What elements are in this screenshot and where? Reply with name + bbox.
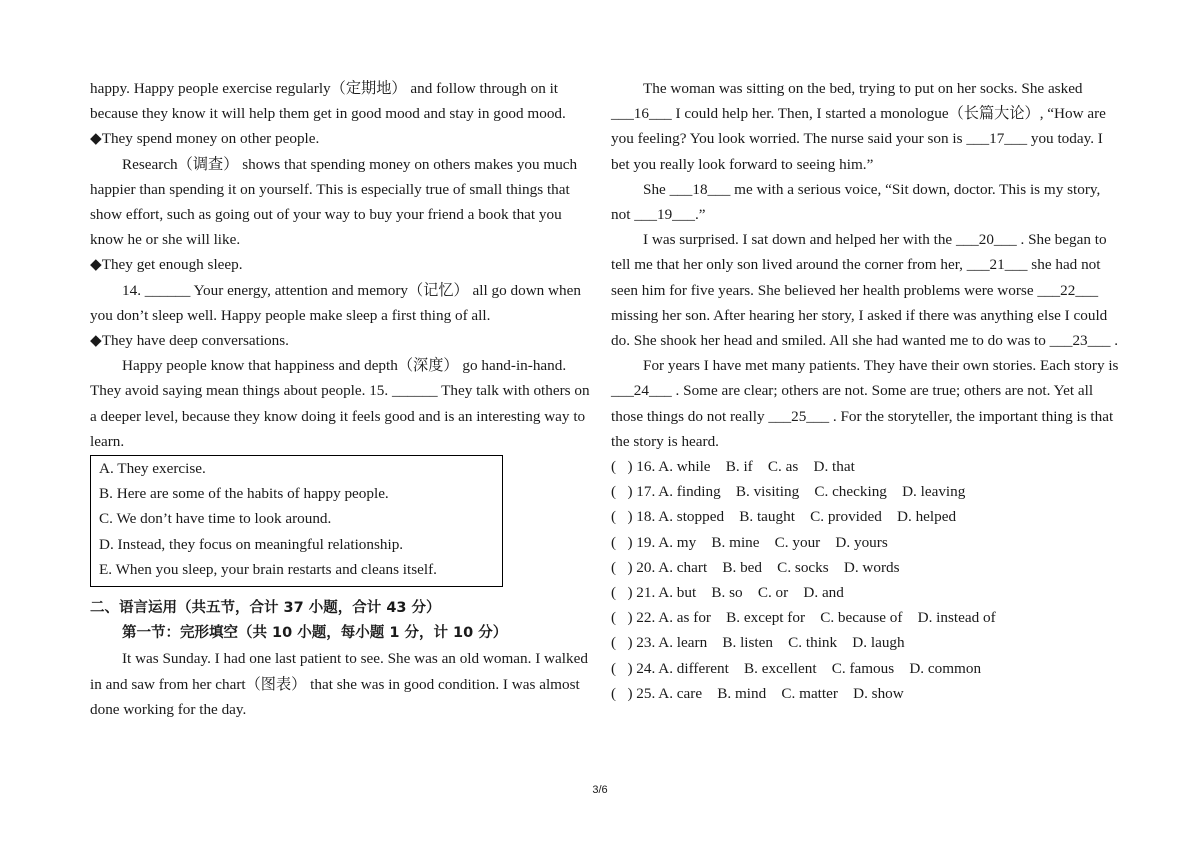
left-column [90,76,595,722]
option-d: D. Instead, they focus on meaningful relationship. [99,535,404,553]
question-17: ( ) 17. A. finding B. visiting C. checking D. leaving [611,483,966,501]
habit-heading-conversations [90,328,595,353]
left-paragraph-research: Research（调查） shows that spending money on others makes you much happier than spending it on yourself. This is especially true of small things that show effort, such as going out of your way to buy your friend a book that you know he or she will like. [90,155,578,249]
question-15-paragraph: Happy people know that happiness and depth（深度） go hand-in-hand. They avoid saying mean things about people. 15. ______ They talk with others on a deeper level, because they know doing it feels good and is an interesting way to learn. [90,357,590,450]
question-22: ( ) 22. A. as for B. except for C. because of D. instead of [611,609,996,627]
right-column [611,76,1121,706]
options-box [90,455,503,587]
left-paragraph-1: happy. Happy people exercise regularly（定期地） and follow through on it because they know it will help them get in good mood and stay in good mood. [90,80,566,123]
option-e: E. When you sleep, your brain restarts and cleans itself. [99,560,437,578]
question-21: ( ) 21. A. but B. so C. or D. and [611,584,844,602]
page-number: 3/6 [592,784,608,796]
option-c: C. We don’t have time to look around. [99,510,332,528]
question-24: ( ) 24. A. different B. excellent C. famous D. common [611,659,982,677]
question-20: ( ) 20. A. chart B. bed C. socks D. words [611,558,900,576]
question-16: ( ) 16. A. while B. if C. as D. that [611,458,855,476]
question-25: ( ) 25. A. care B. mind C. matter D. show [611,684,904,702]
question-18: ( ) 18. A. stopped B. taught C. provided D. helped [611,508,957,526]
option-a: A. They exercise. [99,460,206,478]
cloze-paragraph-4: For years I have met many patients. They have their own stories. Each story is ___24___ . Some are clear; others are not. Some are true; others are not. Yet all those things do not really ___25___ . For the storyteller, the important thing is that the story is heard. [611,357,1119,450]
habit-heading-text: They spend money on other people. [101,130,320,148]
cloze-paragraph-3: I was surprised. I sat down and helped her with the ___20___ . She began to tell me that her only son lived around the corner from her, ___21___ she had not seen him for five years. She believed her health problems were worse ___22___ missing her son. After hearing her story, I asked if there was anything else I could do. She shook her head and smiled. All she had wanted me to do was to ___23___ . [611,231,1119,350]
section-title: 二、语言运用（共五节，合计 37 小题，合计 43 分） [90,600,441,617]
habit-heading-money [90,126,595,151]
question-14-paragraph: 14. ______ Your energy, attention and memory（记忆） all go down when you don’t sleep well. Happy people make sleep a first thing of all. [90,281,581,324]
habit-heading-text: They have deep conversations. [101,332,289,350]
habit-heading-text: They get enough sleep. [101,256,243,274]
question-19: ( ) 19. A. my B. mine C. your D. yours [611,533,888,551]
cloze-paragraph-1: The woman was sitting on the bed, trying to put on her socks. She asked ___16___ I could help her. Then, I started a monologue（长篇大论）, “How are you feeling? You look worried. The nurse said your son is ___17___ you today. I bet you really look forward to seeing him.” [611,80,1106,173]
habit-heading-sleep [90,252,595,277]
option-b: B. Here are some of the habits of happy people. [99,485,389,503]
question-23: ( ) 23. A. learn B. listen C. think D. laugh [611,634,905,652]
subsection-title: 第一节：完形填空（共 10 小题，每小题 1 分，计 10 分） [122,625,508,642]
cloze-passage-start: It was Sunday. I had one last patient to see. She was an old woman. I walked in and saw from her chart（图表） that she was in good condition. I was almost done working for the day. [90,650,588,718]
cloze-paragraph-2: She ___18___ me with a serious voice, “Sit down, doctor. This is my story, not ___19___.” [611,180,1101,224]
